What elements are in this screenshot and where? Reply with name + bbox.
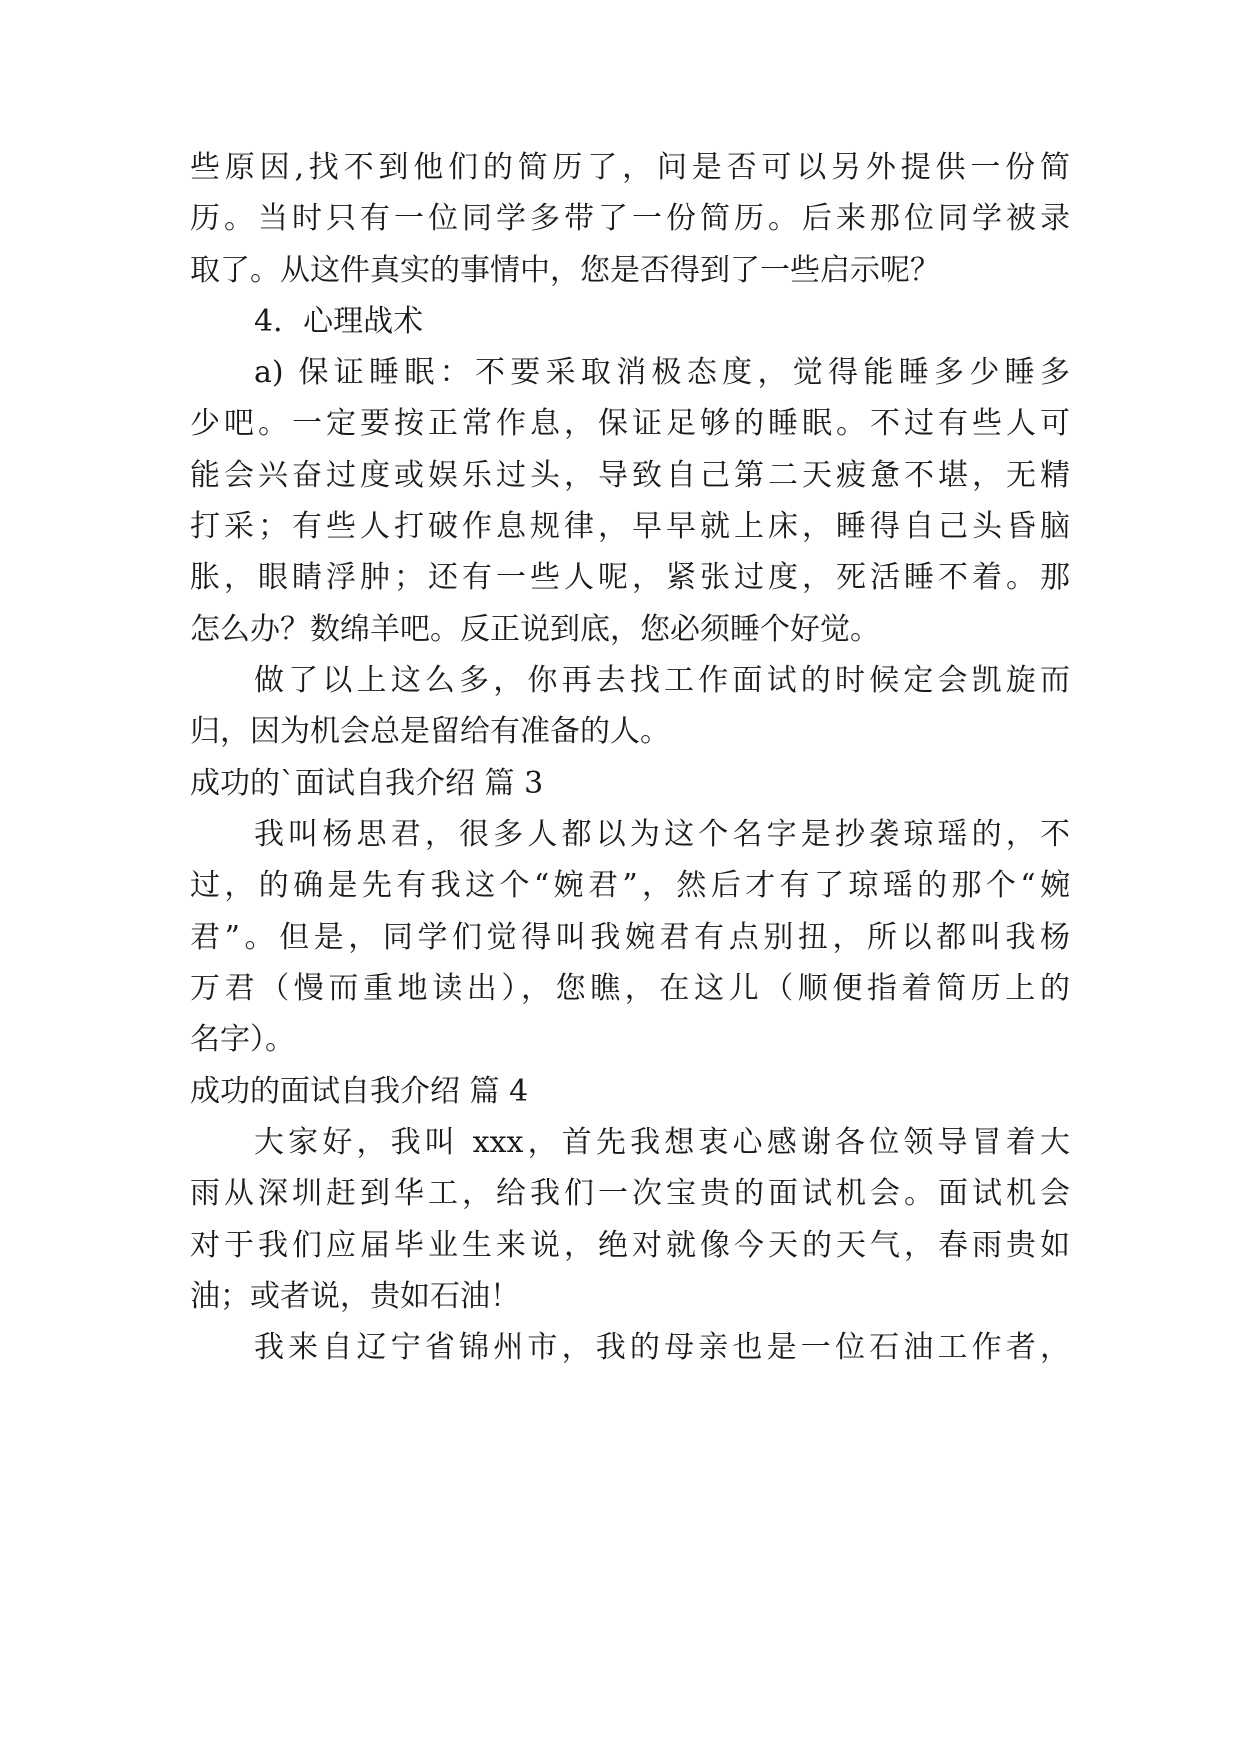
paragraph-line: 油；或者说，贵如石油！ — [190, 1279, 520, 1314]
paragraph-line: 我叫杨思君，很多人都以为这个名字是抄袭琼瑶的，不 — [254, 817, 1070, 852]
paragraph-line: 少吧。一定要按正常作息，保证足够的睡眠。不过有些人可 — [190, 406, 1070, 441]
article-heading-4: 成功的面试自我介绍 篇 4 — [190, 1074, 529, 1109]
paragraph-line: 取了。从这件真实的事情中，您是否得到了一些启示呢？ — [190, 253, 940, 288]
section-heading-4: 4．心理战术 — [254, 304, 424, 339]
paragraph-line: 雨从深圳赶到华工，给我们一次宝贵的面试机会。面试机会 — [190, 1176, 1070, 1211]
paragraph-line: 些原因,找不到他们的简历了，问是否可以另外提供一份简 — [190, 150, 1070, 185]
paragraph-line: 过，的确是先有我这个“婉君”，然后才有了琼瑶的那个“婉 — [190, 868, 1070, 903]
paragraph-line: 名字）。 — [190, 1022, 295, 1057]
paragraph-line: 君”。但是，同学们觉得叫我婉君有点别扭，所以都叫我杨 — [190, 920, 1070, 955]
paragraph-line: 怎么办？数绵羊吧。反正说到底，您必须睡个好觉。 — [190, 612, 880, 647]
paragraph-line: 打采；有些人打破作息规律，早早就上床，睡得自己头昏脑 — [190, 509, 1070, 544]
paragraph-line: 万君（慢而重地读出），您瞧，在这儿（顺便指着简历上的 — [190, 971, 1070, 1006]
paragraph-line: 大家好，我叫 xxx，首先我想衷心感谢各位领导冒着大 — [254, 1125, 1070, 1160]
paragraph-line: 我来自辽宁省锦州市，我的母亲也是一位石油工作者， — [254, 1330, 1070, 1365]
paragraph-line: a) 保证睡眠：不要采取消极态度，觉得能睡多少睡多 — [254, 355, 1070, 390]
paragraph-line: 历。当时只有一位同学多带了一份简历。后来那位同学被录 — [190, 201, 1070, 236]
paragraph-line: 归，因为机会总是留给有准备的人。 — [190, 714, 670, 749]
article-heading-3: 成功的`面试自我介绍 篇 3 — [190, 766, 544, 801]
paragraph-line: 能会兴奋过度或娱乐过头，导致自己第二天疲惫不堪，无精 — [190, 458, 1070, 493]
paragraph-line: 对于我们应届毕业生来说，绝对就像今天的天气，春雨贵如 — [190, 1228, 1070, 1263]
paragraph-line: 做了以上这么多，你再去找工作面试的时候定会凯旋而 — [254, 663, 1070, 698]
paragraph-line: 胀，眼睛浮肿；还有一些人呢，紧张过度，死活睡不着。那 — [190, 560, 1070, 595]
